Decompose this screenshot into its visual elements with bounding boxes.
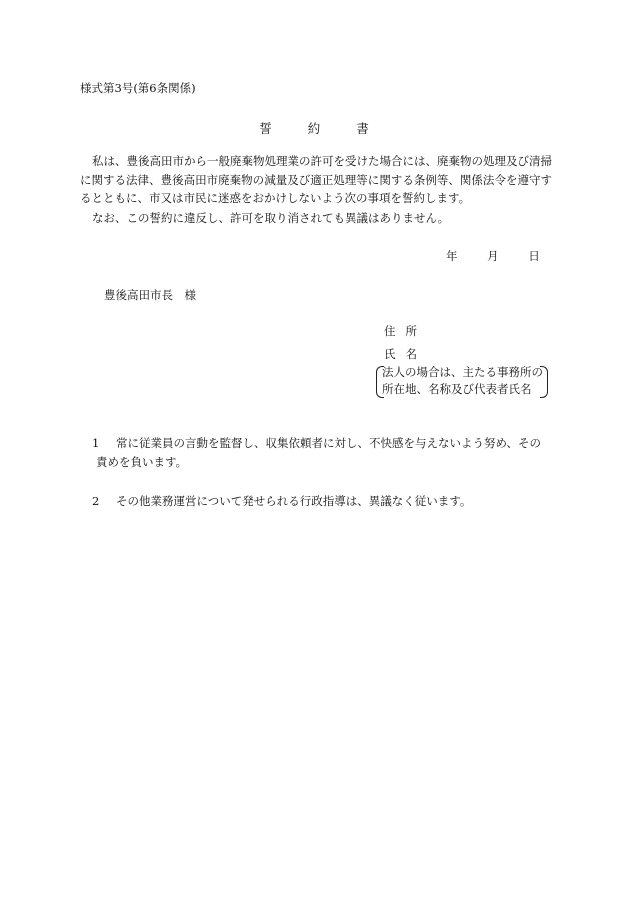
form-number: 様式第3号(第6条関係) <box>80 81 196 95</box>
address-label: 住所 <box>384 324 427 338</box>
corporate-note-line-1: 法人の場合は、主たる事務所の <box>382 365 543 379</box>
corporate-note-line-2: 所在地、名称及び代表者氏名 <box>382 381 532 396</box>
date-month-label: 月 <box>487 249 499 263</box>
pledge-item-1 <box>92 434 552 472</box>
right-bracket <box>540 366 548 398</box>
pledge-paragraph: 私は、豊後高田市から一般廃棄物処理業の許可を受けた場合には、廃棄物の処理及び清掃に関する法律、豊後高田市廃棄物の減量及び適正処理等に関する条例等、関係法令を遵守するとともに、市又は市民に迷惑をおかけしないよう次の事項を誓約します。 <box>80 154 552 205</box>
date-line <box>446 248 540 264</box>
acknowledgement-paragraph: なお、この誓約に違反し、許可を取り消されても異議はありません。 <box>92 211 450 225</box>
document-title <box>0 119 630 137</box>
title-char-2: 約 <box>307 121 323 136</box>
title-char-1: 誓 <box>259 121 274 136</box>
corporate-note <box>376 364 548 398</box>
pledge-text-line-1: 常に従業員の言動を監督し、収集依頼者に対し、不快感を与えないよう努め、その <box>116 436 542 450</box>
date-day-label: 日 <box>528 249 540 263</box>
name-label: 氏名 <box>384 347 427 361</box>
pledge-item-2 <box>92 492 552 511</box>
pledge-text-line-1: その他業務運営について発せられる行政指導は、異議なく従います。 <box>116 494 472 508</box>
pledge-text-line-2: 責めを負います。 <box>96 455 188 469</box>
title-char-3: 書 <box>356 121 371 136</box>
date-year-label: 年 <box>446 249 458 263</box>
corporate-note-text <box>382 364 542 397</box>
pledge-number: 2 <box>92 494 100 508</box>
pledge-number: 1 <box>92 436 100 450</box>
addressee: 豊後高田市長 様 <box>104 288 196 302</box>
